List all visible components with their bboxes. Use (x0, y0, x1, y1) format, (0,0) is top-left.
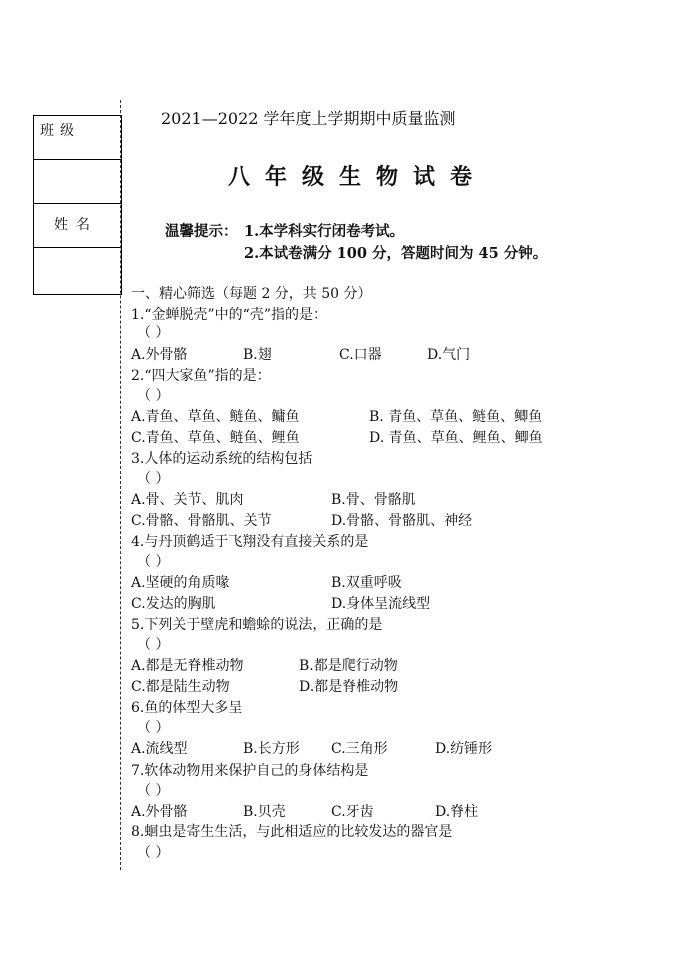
option-a[interactable]: A.都是无脊椎动物 (131, 658, 244, 674)
option-d[interactable]: D.都是脊椎动物 (299, 679, 399, 695)
question-stem: 3.人体的运动系统的结构包括 (131, 451, 313, 467)
section-title: 一、精心筛选（每题 2 分，共 50 分） (131, 286, 372, 302)
answer-blank[interactable]: （ ） (137, 720, 170, 736)
notice-item-2: 2.本试卷满分 100 分，答题时间为 45 分钟。 (244, 245, 548, 262)
option-a[interactable]: A.外骨骼 (131, 804, 188, 820)
name-input-cell[interactable] (34, 248, 121, 294)
option-d[interactable]: D.身体呈流线型 (331, 596, 431, 612)
option-b[interactable]: B.双重呼吸 (331, 575, 402, 591)
option-b[interactable]: B.贝壳 (243, 804, 286, 820)
exam-period-title: 2021—2022 学年度上学期期中质量监测 (161, 109, 456, 128)
option-b[interactable]: B.长方形 (243, 741, 300, 757)
option-d[interactable]: D.骨骼、骨骼肌、神经 (331, 513, 473, 529)
notice-label: 温馨提示： (165, 223, 238, 240)
option-b[interactable]: B. 青鱼、草鱼、鲢鱼、鲫鱼 (369, 409, 543, 425)
option-d[interactable]: D. 青鱼、草鱼、鲤鱼、鲫鱼 (369, 430, 543, 446)
name-label-cell (34, 204, 121, 248)
option-c[interactable]: C.牙齿 (331, 804, 374, 820)
option-d[interactable]: D.脊柱 (435, 804, 479, 820)
question-stem: 7.软体动物用来保护自己的身体结构是 (131, 763, 369, 779)
class-label: 班级 (40, 123, 80, 139)
question-stem: 2.“四大家鱼”指的是： (131, 368, 271, 384)
option-c[interactable]: C.都是陆生动物 (131, 679, 230, 695)
binding-dashed-line (120, 100, 121, 870)
option-d[interactable]: D.纺锤形 (435, 741, 493, 757)
option-a[interactable]: A.坚硬的角质喙 (131, 575, 230, 591)
option-d[interactable]: D.气门 (427, 347, 471, 363)
answer-blank[interactable]: （ ） (137, 845, 170, 861)
name-label: 姓名 (54, 217, 98, 233)
student-info-box (33, 115, 122, 295)
option-b[interactable]: B.翅 (243, 347, 272, 363)
answer-blank[interactable]: （ ） (137, 325, 170, 341)
question-stem: 1.“金蝉脱壳”中的“壳”指的是： (131, 307, 327, 323)
option-b[interactable]: B.都是爬行动物 (299, 658, 398, 674)
exam-title: 八年级生物试卷 (228, 164, 488, 190)
notice-item-1: 1.本学科实行闭卷考试。 (244, 223, 405, 240)
question-stem: 5.下列关于壁虎和蟾蜍的说法，正确的是 (131, 617, 383, 633)
answer-blank[interactable]: （ ） (137, 554, 170, 570)
option-a[interactable]: A.流线型 (131, 741, 188, 757)
option-c[interactable]: C.口器 (339, 347, 382, 363)
class-input-cell[interactable] (34, 160, 121, 204)
question-stem: 8.蛔虫是寄生生活，与此相适应的比较发达的器官是 (131, 824, 453, 840)
option-a[interactable]: A.青鱼、草鱼、鲢鱼、鳙鱼 (131, 409, 300, 425)
answer-blank[interactable]: （ ） (137, 637, 170, 653)
option-a[interactable]: A.外骨骼 (131, 347, 188, 363)
answer-blank[interactable]: （ ） (137, 471, 170, 487)
answer-blank[interactable]: （ ） (137, 388, 170, 404)
class-label-cell (34, 116, 121, 160)
option-a[interactable]: A.骨、关节、肌肉 (131, 492, 244, 508)
option-c[interactable]: C.青鱼、草鱼、鲢鱼、鲤鱼 (131, 430, 300, 446)
option-c[interactable]: C.发达的胸肌 (131, 596, 216, 612)
option-c[interactable]: C.三角形 (331, 741, 388, 757)
question-stem: 4.与丹顶鹤适于飞翔没有直接关系的是 (131, 534, 369, 550)
option-c[interactable]: C.骨骼、骨骼肌、关节 (131, 513, 272, 529)
answer-blank[interactable]: （ ） (137, 783, 170, 799)
option-b[interactable]: B.骨、骨骼肌 (331, 492, 416, 508)
question-stem: 6.鱼的体型大多呈 (131, 700, 243, 716)
